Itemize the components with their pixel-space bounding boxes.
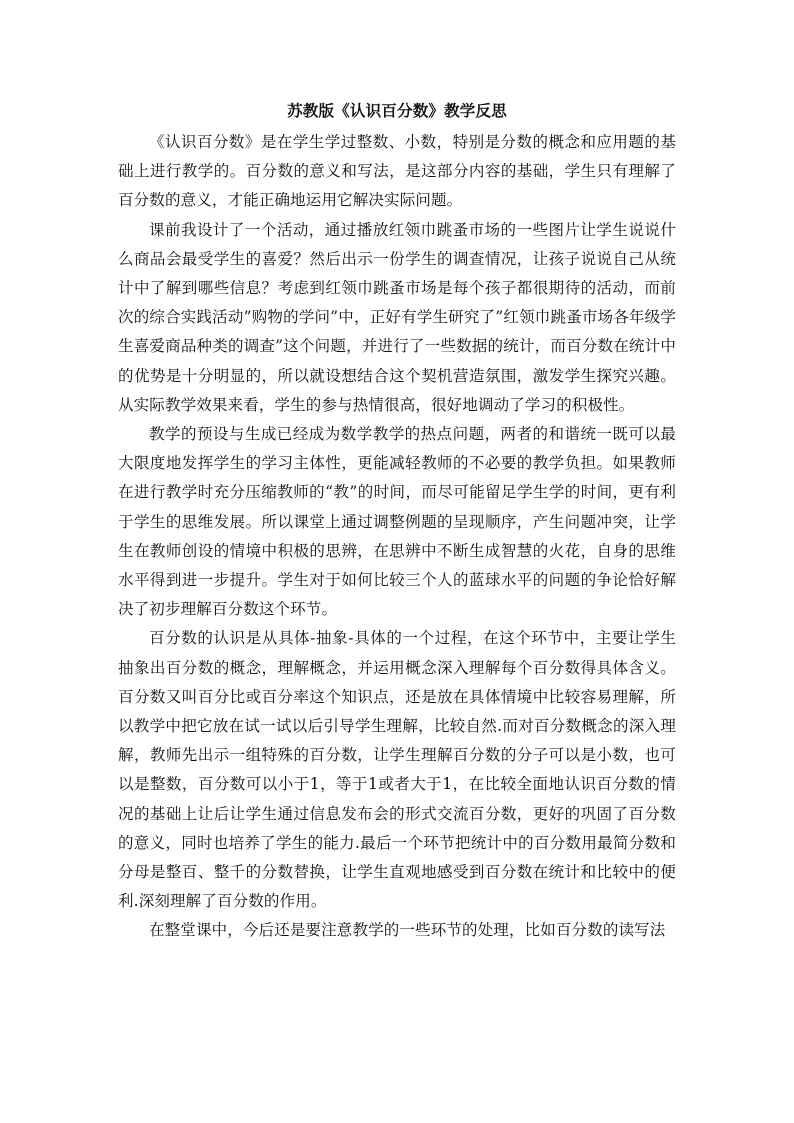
paragraph-reflection: 在整堂课中，今后还是要注意教学的一些环节的处理，比如百分数的读写法 [149,921,666,940]
paragraph-activity: 课前我设计了一个活动，通过播放红领巾跳蚤市场的一些图片让学生说说什么商品会最受学生的喜爱？然后出示一份学生的调查情况，让孩子说说自己从统计中了解到哪些信息？考虑到红领巾跳蚤市场是每个孩子都很期待的活动，而前次的综合实践活动”购物的学问”中，正好有学生研究了”红领巾跳蚤市场各年级学生喜爱商品种类的调查”这个问题，并进行了一些数据的统计，而百分数在统计中的优势是十分明显的，所以就设想结合这个契机营造氛围，激发学生探究兴趣。从实际教学效果来看，学生的参与热情很高，很好地调动了学习的积极性。 [118,220,676,414]
paragraph-concept: 百分数的认识是从具体-抽象-具体的一个过程，在这个环节中，主要让学生抽象出百分数的概念，理解概念，并运用概念深入理解每个百分数得具体含义。百分数又叫百分比或百分率这个知识点，还是放在具体情境中比较容易理解，所以教学中把它放在试一试以后引导学生理解，比较自然.而对百分数概念的深入理解，教师先出示一组特殊的百分数，让学生理解百分数的分子可以是小数，也可以是整数，百分数可以小于1，等于1或者大于1，在比较全面地认识百分数的情况的基础上让后让学生通过信息发布会的形式交流百分数，更好的巩固了百分数的意义，同时也培养了学生的能力.最后一个环节把统计中的百分数用最简分数和分母是整百、整千的分数替换，让学生直观地感受到百分数在统计和比较中的便利.深刻理解了百分数的作用。 [118,629,676,911]
document-page [118,98,676,946]
paragraph-preset-generation: 教学的预设与生成已经成为数学教学的热点问题，两者的和谐统一既可以最大限度地发挥学生的学习主体性，更能减轻教师的不必要的教学负担。如果教师在进行教学时充分压缩教师的“教”的时间，而尽可能留足学生学的时间，更有利于学生的思维发展。所以课堂上通过调整例题的呈现顺序，产生问题冲突，让学生在教师创设的情境中积极的思辨，在思辨中不断生成智慧的火花，自身的思维水平得到进一步提升。学生对于如何比较三个人的蓝球水平的问题的争论恰好解决了初步理解百分数这个环节。 [118,425,676,619]
paragraph-intro: 《认识百分数》是在学生学过整数、小数，特别是分数的概念和应用题的基础上进行教学的。百分数的意义和写法，是这部分内容的基础，学生只有理解了百分数的意义，才能正确地运用它解决实际问题。 [118,133,676,210]
document-title: 苏教版《认识百分数》教学反思 [287,101,507,120]
